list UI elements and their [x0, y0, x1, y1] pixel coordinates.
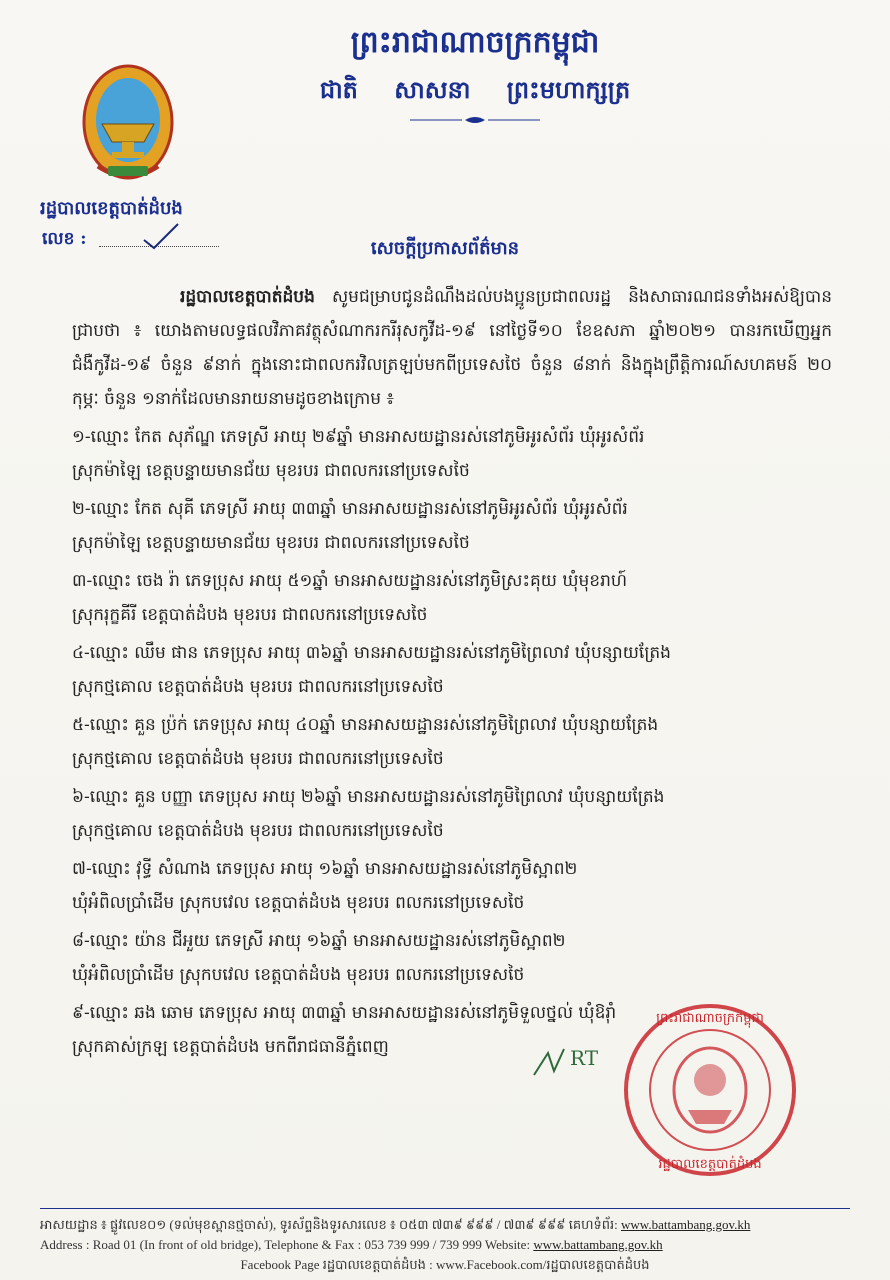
patient-entry-line1: ៩-ឈ្មោះ ឆង ឆោម ភេទប្រុស អាយុ ៣៣ឆ្នាំ មានអាសយដ្ឋានរស់នៅភូមិទួលថ្នល់ ឃុំឱរ៉ាំ: [72, 1003, 617, 1023]
svg-text:ព្រះរាជាណាចក្រកម្ពុជា: ព្រះរាជាណាចក្រកម្ពុជា: [656, 1011, 764, 1026]
letterhead: [240, 22, 710, 130]
patient-entry-line1: ១-ឈ្មោះ កែត សុភ័ណ្ឌ ភេទស្រី អាយុ ២៩ឆ្នាំ មានអាសយដ្ឋានរស់នៅភូមិអូរសំព័រ ឃុំអូរសំព័រ: [72, 427, 645, 447]
footer-facebook[interactable]: Facebook Page រដ្ឋបាលខេត្តបាត់ដំបង : www.Facebook.com/រដ្ឋបាលខេត្តបាត់ដំបង: [240, 1257, 650, 1272]
official-stamp: [620, 1000, 800, 1180]
patient-entry-line1: ៦-ឈ្មោះ គួន បញ្ញា ភេទប្រុស អាយុ ២៦ឆ្នាំ មានអាសយដ្ឋានរស់នៅភូមិព្រៃលាវ ឃុំបន្សាយត្រែង: [72, 787, 665, 807]
patient-entry-line1: ៥-ឈ្មោះ គួន ប្រ៉ក់ ភេទប្រុស អាយុ ៤០ឆ្នាំ មានអាសយដ្ឋានរស់នៅភូមិព្រៃលាវ ឃុំបន្សាយត្រែង: [72, 715, 659, 735]
patient-entry: [72, 708, 832, 776]
website-link-en[interactable]: www.battambang.gov.kh: [533, 1237, 663, 1252]
patient-entry-line1: ៨-ឈ្មោះ យ៉ាន ជីអួយ ភេទស្រី អាយុ ១៦ឆ្នាំ មានអាសយដ្ឋានរស់នៅភូមិស្អាព២: [72, 931, 566, 951]
patient-entry: [72, 924, 832, 992]
footer-en-address: Address : Road 01 (In front of old bridge), Telephone & Fax : 053 739 999 / 739 999 Website: www.battambang.gov.kh: [40, 1237, 663, 1252]
battambang-emblem-logo: [78, 62, 178, 190]
svg-text:RT: RT: [570, 1046, 599, 1070]
svg-text:រដ្ឋបាលខេត្តបាត់ដំបង: រដ្ឋបាលខេត្តបាត់ដំបង: [658, 1157, 762, 1172]
patient-entry-line2: ស្រុករុក្ខគីរី ខេត្តបាត់ដំបង មុខរបរ ជាពលករនៅប្រទេសថៃ: [72, 605, 428, 625]
patient-entry: [72, 636, 832, 704]
patient-entry-line2: ស្រុកម៉ាឡៃ ខេត្តបន្ទាយមានជ័យ មុខរបរ ជាពលករនៅប្រទេសថៃ: [72, 461, 470, 481]
patient-entry-line2: ឃុំអំពិលប្រាំដើម ស្រុកបវេល ខេត្តបាត់ដំបង មុខរបរ ពលករនៅប្រទេសថៃ: [72, 893, 525, 913]
patient-entry-line2: ស្រុកគាស់ក្រឡ ខេត្តបាត់ដំបង មកពីរាជធានីភ្នំពេញ: [72, 1037, 389, 1057]
number-label: លេខ :: [42, 229, 87, 249]
footer: [40, 1208, 850, 1275]
patient-entry: [72, 780, 832, 848]
patient-list: [72, 420, 832, 1064]
signature: [530, 1035, 620, 1085]
patient-entry-line1: ៧-ឈ្មោះ វុទ្ធី សំណាង ភេទប្រុស អាយុ ១៦ឆ្នាំ មានអាសយដ្ឋានរស់នៅភូមិស្អាព២: [72, 859, 578, 879]
patient-entry: [72, 492, 832, 560]
patient-entry-line2: ឃុំអំពិលប្រាំដើម ស្រុកបវេល ខេត្តបាត់ដំបង មុខរបរ ពលករនៅប្រទេសថៃ: [72, 965, 525, 985]
patient-entry: [72, 420, 832, 488]
patient-entry-line2: ស្រុកថ្មគោល ខេត្តបាត់ដំបង មុខរបរ ជាពលករនៅប្រទេសថៃ: [72, 677, 444, 697]
patient-entry-line2: ស្រុកថ្មគោល ខេត្តបាត់ដំបង មុខរបរ ជាពលករនៅប្រទេសថៃ: [72, 749, 444, 769]
intro-paragraph: [72, 280, 832, 416]
patient-entry: [72, 564, 832, 632]
patient-entry-line2: ស្រុកថ្មគោល ខេត្តបាត់ដំបង មុខរបរ ជាពលករនៅប្រទេសថៃ: [72, 821, 444, 841]
patient-entry-line2: ស្រុកម៉ាឡៃ ខេត្តបន្ទាយមានជ័យ មុខរបរ ជាពលករនៅប្រទេសថៃ: [72, 533, 470, 553]
patient-entry-line1: ២-ឈ្មោះ កែត សុគី ភេទស្រី អាយុ ៣៣ឆ្នាំ មានអាសយដ្ឋានរស់នៅភូមិអូរសំព័រ ឃុំអូរសំព័រ: [72, 499, 628, 519]
ornament-divider: [410, 114, 540, 126]
kingdom-title: ព្រះរាជាណាចក្រកម្ពុជា: [350, 25, 600, 60]
province-administration: រដ្ឋបាលខេត្តបាត់ដំបង: [40, 198, 183, 219]
intro-lead: រដ្ឋបាលខេត្តបាត់ដំបង: [180, 287, 315, 307]
patient-entry-line1: ៣-ឈ្មោះ ចេង រ៉ា ភេទប្រុស អាយុ ៥១ឆ្នាំ មានអាសយដ្ឋានរស់នៅភូមិស្រះគុយ ឃុំមុខរាហ៍: [72, 571, 628, 591]
document-title: សេចក្ដីប្រកាសព័ត៌មាន: [370, 238, 520, 259]
national-motto: ជាតិ សាសនា ព្រះមហាក្សត្រ: [319, 75, 631, 104]
intro-text: សូមជម្រាបជូនដំណឹងដល់បងប្អូនប្រជាពលរដ្ឋ និងសាធារណជនទាំងអស់ឱ្យបានជ្រាបថា ៖ យោងតាមលទ្ធផលវិភាគវត្ថុសំណាករករីរុសកូវីដ-១៩ នៅថ្ងៃទី១០ ខែឧសភា ឆ្នាំ២០២១ បានរកឃើញអ្នកជំងឺកូវីដ-១៩ ចំនួន ៩នាក់ ក្នុងនោះជាពលករវិលត្រឡប់មកពីប្រទេសថៃ ចំនួន ៨នាក់ និងក្នុងព្រឹត្តិការណ៍សហគមន៍ ២០ កុម្ភៈ ចំនួន ១នាក់ដែលមានរាយនាមដូចខាងក្រោម ៖: [72, 287, 832, 409]
website-link-kh[interactable]: www.battambang.gov.kh: [621, 1217, 751, 1232]
patient-entry-line1: ៤-ឈ្មោះ ឈឹម ផាន ភេទប្រុស អាយុ ៣៦ឆ្នាំ មានអាសយដ្ឋានរស់នៅភូមិព្រៃលាវ ឃុំបន្សាយត្រែង: [72, 643, 671, 663]
announcement-body: [72, 280, 832, 1064]
patient-entry: [72, 852, 832, 920]
footer-kh-address: អាសយដ្ឋាន ៖ ផ្លូវលេខ០១ (ទល់មុខស្ពានថ្មចាស់), ទូរស័ព្ទនិងទូរសារលេខ ៖ ០៥៣ ៧៣៩ ៩៩៩ / ៧៣៩ ៩៩៩ គេហទំព័រ: www.battambang.gov.kh: [40, 1217, 751, 1232]
